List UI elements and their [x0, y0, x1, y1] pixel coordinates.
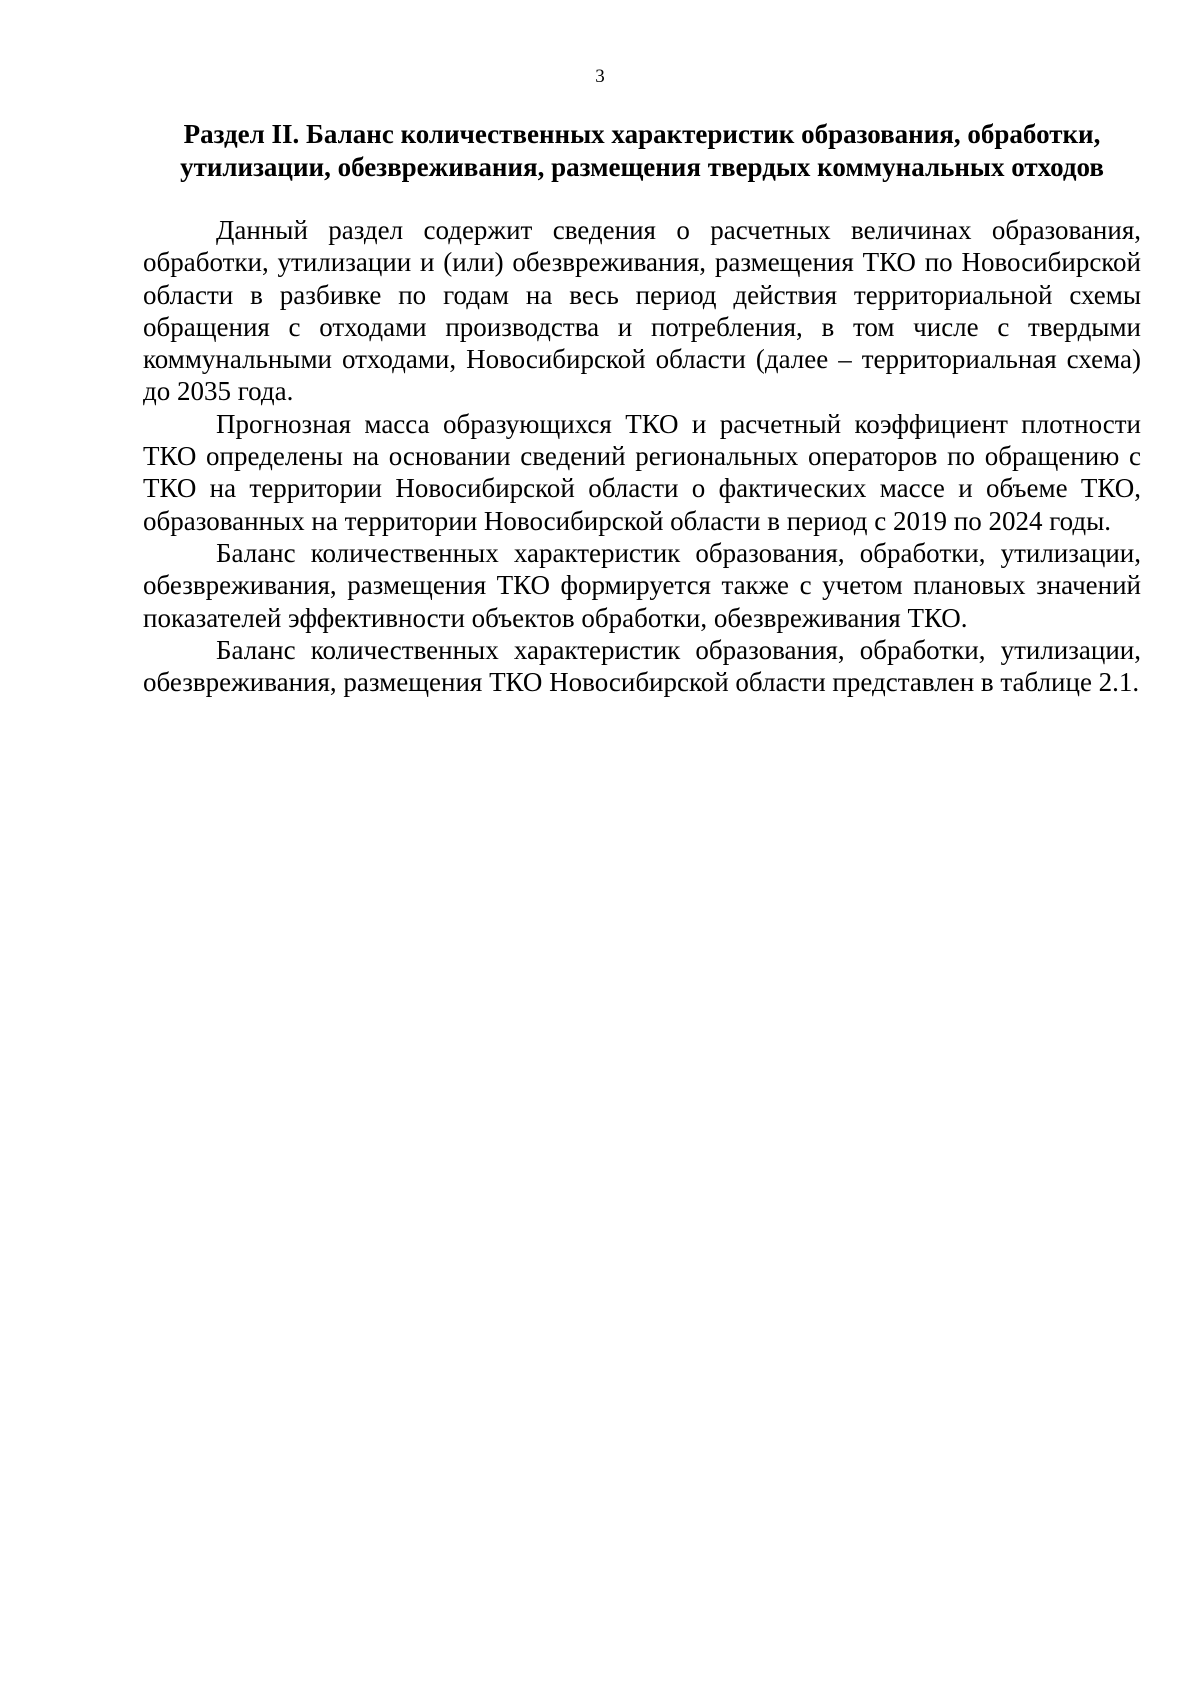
paragraph: Баланс количественных характеристик образования, обработки, утилизации, обезвреживания, размещения ТКО формируется также с учетом плановых значений показателей эффективности объектов обработки, обезвреживания ТКО.	[143, 537, 1141, 633]
paragraph: Данный раздел содержит сведения о расчетных величинах образования, обработки, утилизации и (или) обезвреживания, размещения ТКО по Новосибирской области в разбивке по годам на весь период действия территориальной схемы обращения с отходами производства и потребления, в том числе с твердыми коммунальными отходами, Новосибирской области (далее – территориальная схема) до 2035 года.	[143, 215, 1141, 407]
section-title: Раздел II. Баланс количественных характеристик образования, обработки, утилизации, обезвреживания, размещения твердых коммунальных отходов	[180, 119, 1104, 182]
page-number: 3	[595, 66, 605, 87]
paragraph: Прогнозная масса образующихся ТКО и расчетный коэффициент плотности ТКО определены на основании сведений региональных операторов по обращению с ТКО на территории Новосибирской области о фактических массе и объеме ТКО, образованных на территории Новосибирской области в период с 2019 по 2024 годы.	[143, 408, 1141, 536]
paragraph: Баланс количественных характеристик образования, обработки, утилизации, обезвреживания, размещения ТКО Новосибирской области представлен в таблице 2.1.	[143, 634, 1141, 698]
body-text	[143, 214, 1141, 698]
